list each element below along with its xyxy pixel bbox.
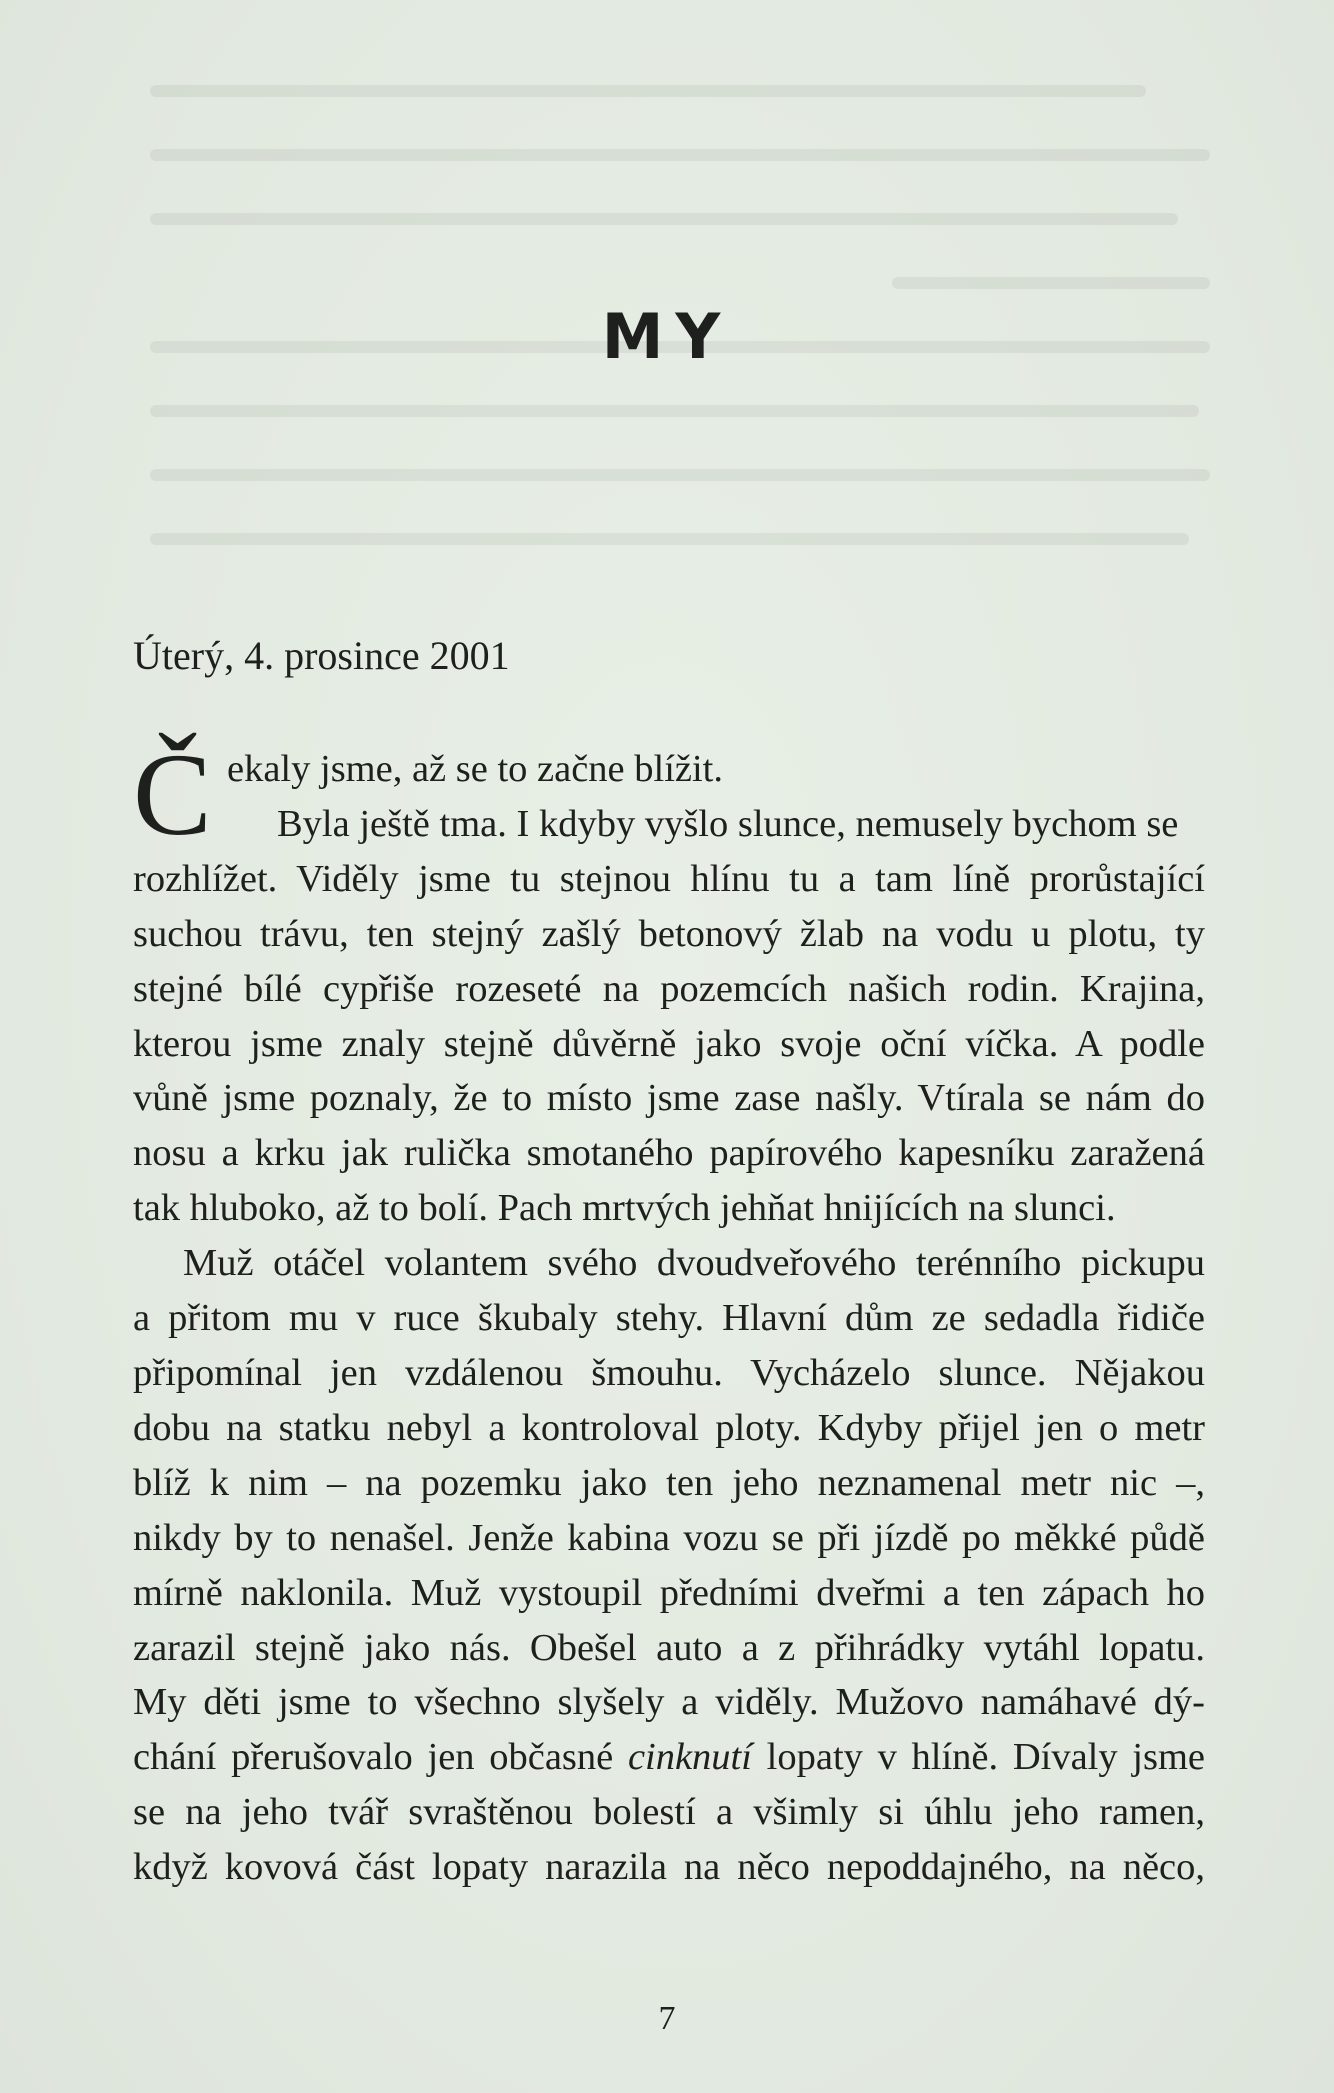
text-line: dobu na statku nebyl a kontroloval ploty. Kdyby přijel jen o metr — [133, 1406, 1205, 1449]
chapter-title: MY — [601, 300, 733, 373]
text-line: zarazil stejně jako nás. Obešel auto a z přihrádky vytáhl lopatu. — [133, 1626, 1205, 1669]
text-line: My děti jsme to všechno slyšely a viděly. Mužovo namáhavé dý- — [133, 1681, 1205, 1724]
text-line: se na jeho tvář svraštěnou bolestí a všimly si úhlu jeho ramen, — [133, 1791, 1205, 1834]
text-line: stejné bílé cypřiše rozeseté na pozemcích našich rodin. Krajina, — [133, 967, 1205, 1010]
text-line: ekaly jsme, až se to začne blížit. — [227, 748, 724, 790]
text-line: blíž k nim – na pozemku jako ten jeho neznamenal metr nic –, — [133, 1461, 1205, 1504]
text-fragment: lopaty v hlíně. Dívaly jsme — [766, 1736, 1206, 1779]
text-line: suchou trávu, ten stejný zašlý betonový žlab na vodu u plotu, ty — [133, 912, 1205, 955]
text-line: nikdy by to nenašel. Jenže kabina vozu se při jízdě po měkké půdě — [133, 1516, 1205, 1559]
text-line: Muž otáčel volantem svého dvoudveřového terénního pickupu — [183, 1242, 1205, 1285]
text-line: mírně naklonila. Muž vystoupil předními dveřmi a ten zápach ho — [133, 1571, 1205, 1614]
second-paragraph — [133, 1236, 1205, 1895]
text-line: připomínal jen vzdálenou šmouhu. Vycházelo slunce. Nějakou — [133, 1351, 1205, 1394]
text-line: když kovová část lopaty narazila na něco nepoddajného, na něco, — [133, 1846, 1205, 1889]
text-line: vůně jsme poznaly, že to místo jsme zase našly. Vtírala se nám do — [133, 1077, 1205, 1120]
drop-cap: Č — [133, 729, 212, 860]
text-fragment: chání přerušovalo jen občasné — [133, 1736, 614, 1779]
emphasis-word: cinknutí — [627, 1736, 752, 1779]
page-number: 7 — [658, 2000, 676, 2037]
text-line: a přitom mu v ruce škubaly stehy. Hlavní dům ze sedadla řidiče — [133, 1297, 1205, 1340]
text-line: Byla ještě tma. I kdyby vyšlo slunce, nemusely bychom se — [277, 802, 1179, 845]
body-text — [133, 729, 1206, 1895]
date-heading: Úterý, 4. prosince 2001 — [133, 633, 510, 678]
opening-paragraph — [133, 729, 1205, 1236]
text-line: rozhlížet. Viděly jsme tu stejnou hlínu tu a tam líně prorůstající — [133, 857, 1205, 900]
text-line — [133, 1730, 1205, 1785]
text-line: nosu a krku jak rulička smotaného papírového kapesníku zaražená — [133, 1132, 1205, 1175]
text-line: kterou jsme znaly stejně důvěrně jako svoje oční víčka. A podle — [133, 1022, 1205, 1065]
text-line: tak hluboko, až to bolí. Pach mrtvých jehňat hnijících na slunci. — [133, 1187, 1116, 1230]
